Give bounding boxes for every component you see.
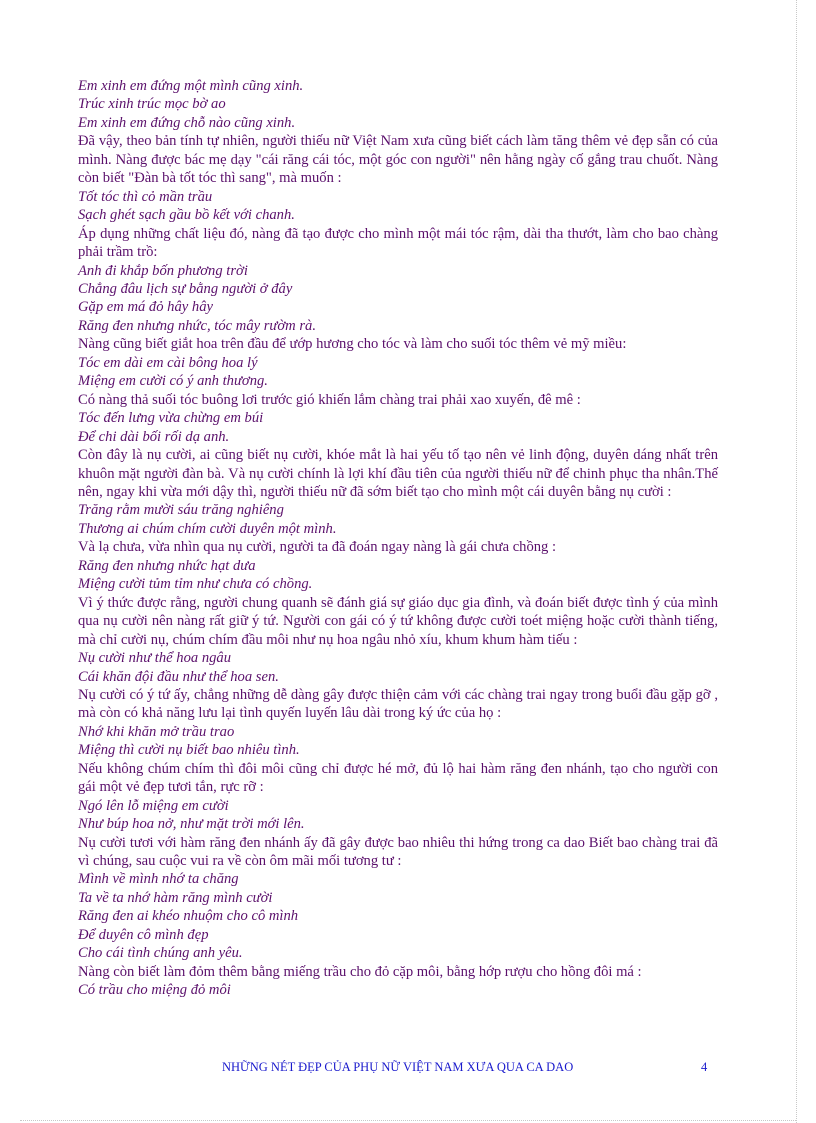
verse-line: Nụ cười như thể hoa ngâu — [78, 650, 232, 667]
page-number: 4 — [701, 1060, 708, 1074]
verse-line: Tốt tóc thì cỏ mần trầu — [78, 188, 213, 205]
verse-line: Ta về ta nhớ hàm răng mình cười — [78, 889, 273, 906]
prose-paragraph: Nụ cười tươi với hàm răng đen nhánh ấy đã gây được bao nhiêu thi hứng trong ca dao Biết bao chàng trai đã vì chúng, sau cuộc vui ra về còn ôm mãi mối tương tư : — [78, 834, 718, 870]
verse-line: Tóc em dài em cài bông hoa lý — [78, 354, 258, 371]
verse-line: Thương ai chúm chím cười duyên một mình. — [78, 520, 337, 537]
verse-line: Em xinh em đứng một mình cũng xinh. — [78, 78, 304, 94]
verse-line: Để chi dài bối rối dạ anh. — [78, 428, 230, 445]
verse-line: Em xinh em đứng chỗ nào cũng xinh. — [78, 114, 296, 131]
verse-line: Ngó lên lỗ miệng em cười — [78, 797, 229, 814]
verse-line: Răng đen nhưng nhức, tóc mây rườm rà. — [78, 317, 316, 334]
verse-line: Có trầu cho miệng đỏ môi — [78, 982, 231, 999]
prose-paragraph: Còn đây là nụ cười, ai cũng biết nụ cười, khóe mắt là hai yếu tố tạo nên vẻ linh động, duyên dáng nhất trên khuôn mặt người đàn bà. Và nụ cười chính là lợi khí đầu tiên của người thiếu nữ để chinh phục tha nhân.Thế nên, ngay khi vừa mới dậy thì, người thiếu nữ đã sớm biết tạo cho mình một cái duyên bằng nụ cười : — [78, 447, 718, 500]
verse-line: Miệng thì cười nụ biết bao nhiêu tình. — [78, 742, 300, 759]
verse-line: Như búp hoa nở, như mặt trời mới lên. — [78, 816, 305, 833]
verse-line: Mình về mình nhớ ta chăng — [78, 871, 239, 888]
verse-line: Răng đen nhưng nhức hạt dưa — [78, 557, 256, 574]
verse-line: Anh đi khắp bốn phương trời — [78, 262, 248, 279]
verse-line: Cho cái tình chúng anh yêu. — [78, 945, 243, 962]
prose-paragraph: Nàng cũng biết giắt hoa trên đầu để ướp hương cho tóc và làm cho suối tóc thêm vẻ mỹ miều: — [78, 336, 627, 353]
prose-paragraph: Và lạ chưa, vừa nhìn qua nụ cười, người ta đã đoán ngay nàng là gái chưa chồng : — [78, 539, 557, 556]
prose-paragraph: Áp dụng những chất liệu đó, nàng đã tạo được cho mình một mái tóc rậm, dài tha thướt, làm cho bao chàng phải trầm trồ: — [78, 225, 718, 261]
prose-paragraph: Nếu không chúm chím thì đôi môi cũng chỉ được hé mở, đủ lộ hai hàm răng đen nhánh, tạo cho người con gái một vẻ đẹp tươi tắn, rực rỡ : — [78, 760, 718, 796]
verse-line: Tóc đến lưng vừa chừng em búi — [78, 410, 264, 427]
verse-line: Sạch ghét sạch gầu bồ kết với chanh. — [78, 207, 295, 224]
verse-line: Nhớ khi khăn mở trầu trao — [78, 723, 235, 740]
verse-line: Gặp em má đỏ hây hây — [78, 299, 213, 316]
prose-paragraph: Có nàng thả suối tóc buông lơi trước gió khiến lắm chàng trai phải xao xuyến, đê mê : — [78, 391, 581, 408]
verse-line: Chẳng đâu lịch sự bằng người ở đây — [78, 280, 293, 297]
verse-line: Răng đen ai khéo nhuộm cho cô mình — [78, 908, 299, 925]
prose-paragraph: Vì ý thức được rằng, người chung quanh sẽ đánh giá sự giáo dục gia đình, và đoán biết được tình ý của mình qua nụ cười nên nàng rất giữ ý tứ. Người con gái có ý tứ không được cười toét miệng hoặc cười thành tiếng, mà chỉ cười nụ, chúm chím đầu môi như nụ hoa ngâu nhỏ xíu, khum khum hàm tiếu : — [78, 594, 718, 648]
body-text — [78, 77, 718, 1000]
verse-line: Miệng cười tủm tỉm như chưa có chồng. — [78, 576, 313, 593]
page-bottom-border — [20, 1120, 796, 1121]
verse-line: Để duyên cô mình đẹp — [78, 926, 209, 943]
verse-line: Miệng em cười có ý anh thương. — [78, 373, 268, 390]
verse-line: Trăng rằm mười sáu trăng nghiêng — [78, 502, 284, 519]
prose-paragraph: Đã vậy, theo bản tính tự nhiên, người thiếu nữ Việt Nam xưa cũng biết cách làm tăng thêm vẻ đẹp sẵn có của mình. Nàng được bác mẹ dạy "cái răng cái tóc, một góc con người" nên hằng ngày cố gắng trau chuốt. Nàng còn biết "Đàn bà tốt tóc thì sang", mà muốn : — [78, 133, 718, 187]
prose-paragraph: Nụ cười có ý tứ ấy, chẳng những dễ dàng gây được thiện cảm với các chàng trai ngay trong buổi đầu gặp gỡ , mà còn có khả năng lưu lại tình quyến luyến lâu dài trong ký ức của họ : — [78, 686, 718, 722]
page-right-border — [796, 0, 797, 1123]
verse-line: Trúc xinh trúc mọc bờ ao — [78, 96, 226, 113]
footer-title: NHỮNG NÉT ĐẸP CỦA PHỤ NỮ VIỆT NAM XƯA QUA CA DAO — [222, 1060, 574, 1074]
prose-paragraph: Nàng còn biết làm đỏm thêm bằng miếng trầu cho đỏ cặp môi, bằng hớp rượu cho hồng đôi má : — [78, 963, 642, 980]
verse-line: Cái khăn đội đầu như thể hoa sen. — [78, 668, 279, 685]
